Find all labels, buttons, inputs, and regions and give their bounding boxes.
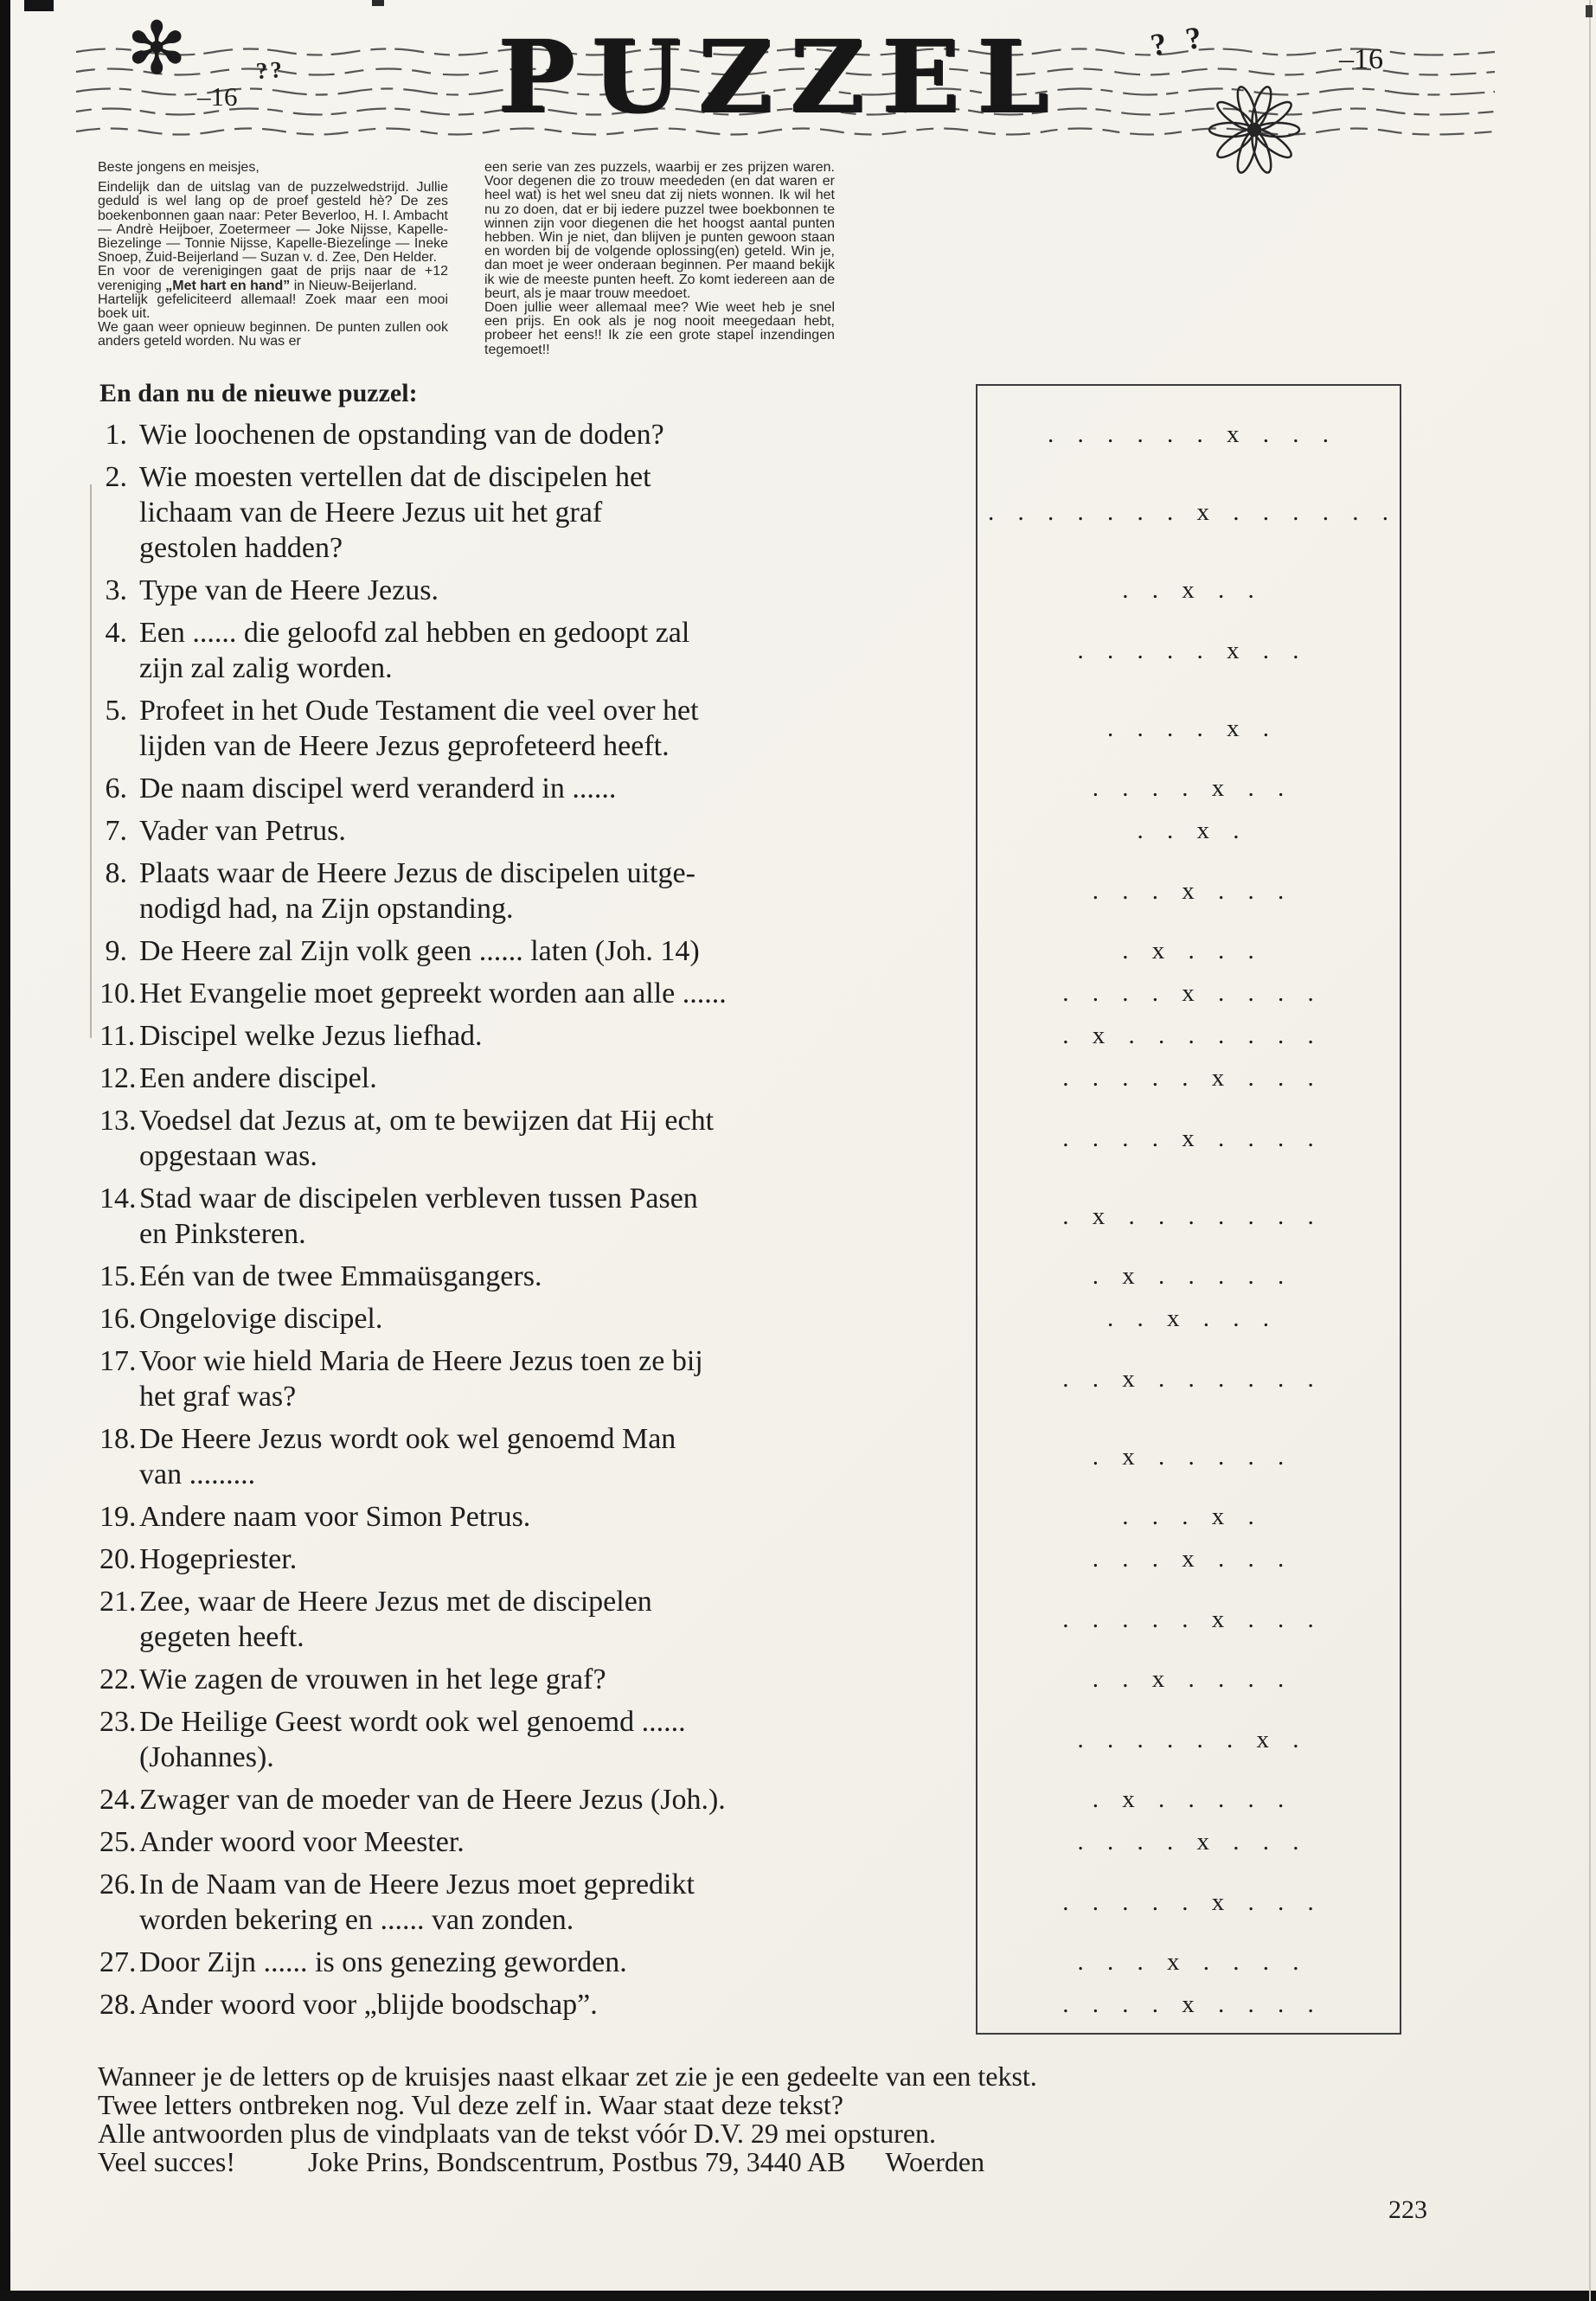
answer-pattern: . . . . x . bbox=[1107, 714, 1272, 742]
question-line: De Heere Jezus wordt ook wel genoemd Man bbox=[139, 1423, 676, 1455]
question-line: Voor wie hield Maria de Heere Jezus toen ze bij bbox=[139, 1345, 703, 1377]
question-number: 10. bbox=[99, 977, 137, 1009]
question-row bbox=[99, 1662, 1406, 1697]
question-row bbox=[99, 976, 1406, 1011]
question-text bbox=[139, 1343, 974, 1414]
issue-mark-right: –16 bbox=[1339, 43, 1383, 75]
question-number: 1. bbox=[105, 419, 127, 451]
question-number: 16. bbox=[99, 1303, 137, 1335]
question-marks-left: ?? bbox=[254, 55, 285, 85]
page-number: 223 bbox=[1388, 2195, 1427, 2224]
question-text bbox=[139, 1061, 974, 1096]
salutation: Beste jongens en meisjes, bbox=[98, 160, 260, 175]
question-line: lijden van de Heere Jezus geprofeteerd heeft. bbox=[139, 730, 670, 762]
question-line: (Johannes). bbox=[139, 1741, 274, 1773]
question-line: Zwager van de moeder van de Heere Jezus (Joh.). bbox=[139, 1784, 726, 1816]
question-row bbox=[99, 1541, 1406, 1577]
question-row bbox=[99, 1584, 1406, 1655]
question-number: 6. bbox=[105, 772, 127, 804]
question-text bbox=[139, 933, 974, 969]
question-text bbox=[139, 1945, 974, 1980]
question-row bbox=[99, 693, 1406, 764]
question-text bbox=[139, 1987, 974, 2022]
question-row bbox=[99, 1824, 1406, 1860]
question-line: Wie zagen de vrouwen in het lege graf? bbox=[139, 1663, 606, 1695]
intro-section bbox=[98, 161, 835, 357]
intro-text: En voor de verenigingen gaat de prijs naar de +12 vereniging bbox=[98, 264, 448, 293]
intro-text: in Nieuw-Beijerland. bbox=[290, 278, 418, 293]
question-row bbox=[99, 856, 1406, 926]
question-row bbox=[99, 1499, 1406, 1535]
question-line: gestolen hadden? bbox=[139, 532, 343, 564]
question-line: lichaam van de Heere Jezus uit het graf bbox=[139, 497, 603, 529]
question-row bbox=[99, 813, 1406, 849]
question-text bbox=[139, 1704, 974, 1775]
answer-pattern: . . . . . . . x . . . . . . bbox=[988, 498, 1392, 526]
question-row bbox=[99, 1018, 1406, 1054]
question-text bbox=[139, 1421, 974, 1492]
question-row bbox=[99, 1343, 1406, 1414]
question-text bbox=[139, 771, 974, 806]
question-number: 20. bbox=[99, 1543, 137, 1575]
question-number: 21. bbox=[99, 1586, 137, 1618]
question-line: De naam discipel werd veranderd in ...... bbox=[139, 772, 617, 804]
question-line: opgestaan was. bbox=[139, 1140, 317, 1172]
answer-pattern: . . . . x . . bbox=[1092, 774, 1288, 802]
question-line: Hogepriester. bbox=[139, 1543, 298, 1575]
question-text bbox=[139, 1018, 974, 1054]
question-number: 2. bbox=[105, 461, 127, 493]
answer-pattern: . x . . . . . bbox=[1092, 1442, 1288, 1471]
footer-line: Twee letters ontbreken nog. Vul deze zelf in. Waar staat deze tekst? bbox=[98, 2089, 843, 2120]
footer-line: Wanneer je de letters op de kruisjes naast elkaar zet zie je een gedeelte van een tekst. bbox=[98, 2061, 1037, 2092]
footer-line-contact bbox=[98, 2148, 1447, 2176]
question-line: Plaats waar de Heere Jezus de discipelen uitge- bbox=[139, 857, 695, 889]
question-line: Wie moesten vertellen dat de discipelen het bbox=[139, 461, 651, 493]
question-text bbox=[139, 615, 974, 686]
contact-address: Joke Prins, Bondscentrum, Postbus 79, 3440 AB bbox=[308, 2146, 846, 2177]
question-line: Eén van de twee Emmaüsgangers. bbox=[139, 1260, 542, 1292]
question-number: 23. bbox=[99, 1706, 137, 1738]
question-row bbox=[99, 1103, 1406, 1174]
intro-column-right bbox=[484, 161, 835, 357]
scan-fold-line bbox=[90, 484, 92, 1038]
question-row bbox=[99, 1704, 1406, 1775]
question-number: 7. bbox=[105, 815, 127, 847]
question-marks-right: ? ? bbox=[1148, 18, 1210, 63]
answer-pattern: . . . . x . . . bbox=[1077, 1828, 1303, 1856]
question-line: Ander woord voor „blijde boodschap”. bbox=[139, 1989, 598, 2021]
question-text bbox=[139, 856, 974, 926]
question-line: Het Evangelie moet gepreekt worden aan alle ...... bbox=[139, 977, 727, 1009]
answer-pattern: . . x . . bbox=[1122, 576, 1258, 604]
answer-pattern: . . . . . x . . . bbox=[1062, 1888, 1317, 1916]
question-text bbox=[139, 813, 974, 849]
question-number: 22. bbox=[99, 1663, 137, 1695]
issue-mark-left: –16 bbox=[197, 81, 238, 112]
question-line: gegeten heeft. bbox=[139, 1621, 304, 1653]
question-number: 5. bbox=[105, 695, 127, 727]
intro-paragraph: Doen jullie weer allemaal mee? Wie weet heb je snel een prijs. En ook als je nog nooit meegedaan hebt, probeer het eens!! Ik zie een grote stapel inzendingen tegemoet!! bbox=[484, 300, 835, 357]
answer-pattern: . . . x . . . . bbox=[1077, 1948, 1303, 1976]
question-row bbox=[99, 1259, 1406, 1294]
question-number: 28. bbox=[99, 1989, 137, 2021]
question-text bbox=[139, 1584, 974, 1655]
question-row bbox=[99, 1867, 1406, 1938]
question-number: 9. bbox=[105, 935, 127, 967]
question-text bbox=[139, 693, 974, 764]
question-line: worden bekering en ...... van zonden. bbox=[139, 1904, 574, 1936]
contact-city: Woerden bbox=[885, 2146, 985, 2177]
instructions-footer bbox=[98, 2062, 1447, 2176]
answer-pattern: . x . . . . . bbox=[1092, 1785, 1288, 1813]
question-number: 12. bbox=[99, 1062, 137, 1094]
question-text bbox=[139, 1103, 974, 1174]
answer-pattern: . x . . . . . . . bbox=[1062, 1202, 1317, 1230]
question-line: De Heilige Geest wordt ook wel genoemd ...... bbox=[139, 1706, 686, 1738]
question-line: Vader van Petrus. bbox=[139, 815, 346, 847]
question-line: nodigd had, na Zijn opstanding. bbox=[139, 893, 514, 925]
answer-pattern: . . . . . x . . bbox=[1077, 636, 1303, 664]
question-line: Andere naam voor Simon Petrus. bbox=[139, 1501, 531, 1533]
puzzle-header bbox=[0, 0, 1596, 173]
question-number: 15. bbox=[99, 1260, 137, 1292]
answer-pattern: . x . . . bbox=[1122, 937, 1258, 965]
question-row bbox=[99, 459, 1406, 566]
question-text bbox=[139, 1824, 974, 1860]
puzzle-main bbox=[99, 417, 1406, 2029]
answer-pattern: . . x . bbox=[1137, 817, 1243, 844]
scan-edge-left bbox=[0, 0, 10, 2301]
question-line: Voedsel dat Jezus at, om te bewijzen dat Hij echt bbox=[139, 1105, 715, 1137]
question-text bbox=[139, 1867, 974, 1938]
question-row bbox=[99, 1301, 1406, 1336]
answer-pattern: . . . . . x . . . bbox=[1062, 1605, 1317, 1633]
question-row bbox=[99, 615, 1406, 686]
question-number: 11. bbox=[99, 1020, 136, 1052]
question-row bbox=[99, 1782, 1406, 1817]
question-line: Een andere discipel. bbox=[139, 1062, 377, 1094]
question-text bbox=[139, 1259, 974, 1294]
intro-paragraph: Eindelijk dan de uitslag van de puzzelwedstrijd. Jullie geduld is wel lang op de proef gesteld hè? De zes boekenbonnen gaan naar: Peter Beverloo, H. I. Ambacht — Andrè Heijboer, Zoetermeer — Joke Nijsse, Kapelle-Biezelinge — Tonnie Nijsse, Kapelle-Biezelinge — Ineke Snoep, Zuid-Beijerland — Suzan v. d. Zee, Den Helder. bbox=[98, 180, 448, 266]
question-number: 27. bbox=[99, 1946, 137, 1978]
question-number: 18. bbox=[99, 1423, 137, 1455]
answer-pattern: . . . . . . x . bbox=[1077, 1725, 1303, 1753]
question-line: Door Zijn ...... is ons genezing geworden. bbox=[139, 1946, 627, 1978]
question-text bbox=[139, 1782, 974, 1817]
question-line: Type van de Heere Jezus. bbox=[139, 574, 439, 606]
question-number: 24. bbox=[99, 1784, 137, 1816]
answer-pattern: . . . . x . . . . bbox=[1062, 1990, 1317, 2018]
question-line: Profeet in het Oude Testament die veel over het bbox=[139, 695, 699, 727]
question-row bbox=[99, 417, 1406, 452]
question-row bbox=[99, 1181, 1406, 1252]
answer-pattern: . . x . . . bbox=[1107, 1304, 1272, 1332]
scan-edge-right bbox=[1589, 0, 1591, 2301]
question-number: 25. bbox=[99, 1826, 137, 1858]
daisy-flower-icon bbox=[1209, 85, 1299, 175]
question-line: Discipel welke Jezus liefhad. bbox=[139, 1020, 483, 1052]
scan-edge-bottom bbox=[0, 2291, 1596, 2301]
answer-pattern: . x . . . . . . . bbox=[1062, 1022, 1317, 1049]
footer-line: Alle antwoorden plus de vindplaats van de tekst vóór D.V. 29 mei opsturen. bbox=[98, 2118, 937, 2149]
page-title: PUZZEL bbox=[497, 17, 1066, 136]
question-line: Ander woord voor Meester. bbox=[139, 1826, 465, 1858]
question-line: Stad waar de discipelen verbleven tussen Pasen bbox=[139, 1183, 698, 1215]
question-line: Wie loochenen de opstanding van de doden? bbox=[139, 419, 664, 451]
question-row bbox=[99, 1421, 1406, 1492]
question-line: De Heere zal Zijn volk geen ...... laten (Joh. 14) bbox=[139, 935, 700, 967]
intro-paragraph: We gaan weer opnieuw beginnen. De punten zullen ook anders geteld worden. Nu was er bbox=[98, 320, 448, 349]
asterisk-flower-icon: ✻ bbox=[126, 6, 188, 91]
intro-paragraph: Hartelijk gefeliciteerd allemaal! Zoek maar een mooi boek uit. bbox=[98, 292, 448, 322]
answer-pattern: . x . . . . . bbox=[1092, 1262, 1288, 1290]
question-line: In de Naam van de Heere Jezus moet gepredikt bbox=[139, 1868, 695, 1900]
question-row bbox=[99, 771, 1406, 806]
question-row bbox=[99, 573, 1406, 608]
question-line: en Pinksteren. bbox=[139, 1218, 306, 1250]
intro-paragraph bbox=[98, 265, 448, 292]
question-text bbox=[139, 1499, 974, 1535]
question-text bbox=[139, 1301, 974, 1336]
answer-pattern: . . . . . . x . . . bbox=[1048, 420, 1332, 448]
question-line: Een ...... die geloofd zal hebben en gedoopt zal bbox=[139, 617, 690, 649]
answer-pattern: . . . . . x . . . bbox=[1062, 1064, 1317, 1092]
question-list bbox=[99, 417, 1406, 2022]
answer-pattern: . . . . x . . . . bbox=[1062, 1124, 1317, 1152]
question-row bbox=[99, 1945, 1406, 1980]
intro-column-left bbox=[98, 161, 448, 357]
answer-pattern: . . x . . . . . . bbox=[1062, 1364, 1317, 1393]
question-number: 17. bbox=[99, 1345, 137, 1377]
answer-pattern: . . x . . . . bbox=[1092, 1665, 1288, 1693]
question-line: Ongelovige discipel. bbox=[139, 1303, 383, 1335]
question-text bbox=[139, 1181, 974, 1252]
question-number: 13. bbox=[99, 1105, 137, 1137]
puzzle-heading: En dan nu de nieuwe puzzel: bbox=[99, 379, 418, 407]
answer-pattern: . . . x . . . bbox=[1092, 1545, 1288, 1573]
question-number: 19. bbox=[99, 1501, 137, 1533]
question-text bbox=[139, 976, 974, 1011]
question-row bbox=[99, 1061, 1406, 1096]
question-number: 8. bbox=[105, 857, 127, 889]
answer-pattern: . . . x . bbox=[1122, 1503, 1258, 1530]
question-text bbox=[139, 573, 974, 608]
question-line: het graf was? bbox=[139, 1381, 297, 1413]
question-row bbox=[99, 933, 1406, 969]
answer-pattern: . . . . x . . . . bbox=[1062, 979, 1317, 1007]
question-number: 4. bbox=[105, 617, 127, 649]
good-luck-text: Veel succes! bbox=[98, 2146, 236, 2177]
question-text bbox=[139, 1662, 974, 1697]
question-line: van ......... bbox=[139, 1458, 256, 1490]
answer-pattern: . . . x . . . bbox=[1092, 876, 1288, 905]
question-line: Zee, waar de Heere Jezus met de discipelen bbox=[139, 1586, 652, 1618]
club-name-bold: „Met hart en hand” bbox=[165, 278, 291, 293]
question-number: 26. bbox=[99, 1868, 137, 1900]
question-line: zijn zal zalig worden. bbox=[139, 652, 393, 684]
question-number: 14. bbox=[99, 1183, 137, 1215]
question-number: 3. bbox=[105, 574, 127, 606]
question-text bbox=[139, 459, 974, 566]
intro-paragraph: een serie van zes puzzels, waarbij er zes prijzen waren. Voor degenen die zo trouw meededen (en dat waren er heel wat) is het wel sneu dat zij niets wonnen. Ik wil het nu zo doen, dat er bij iedere puzzel twee boekbonnen te winnen zijn voor diegenen die het hoogst aantal punten hebben. Win je niet, dan blijven je punten gewoon staan en worden bij de volgende oplossing(en) geteld. Win je, dan moet je weer onderaan beginnen. Per maand bekijk ik wie de meeste punten heeft. Zo komt iedereen aan de beurt, als je maar trouw meedoet. bbox=[484, 160, 835, 301]
question-text bbox=[139, 1541, 974, 1577]
question-text bbox=[139, 417, 974, 452]
question-row bbox=[99, 1987, 1406, 2022]
